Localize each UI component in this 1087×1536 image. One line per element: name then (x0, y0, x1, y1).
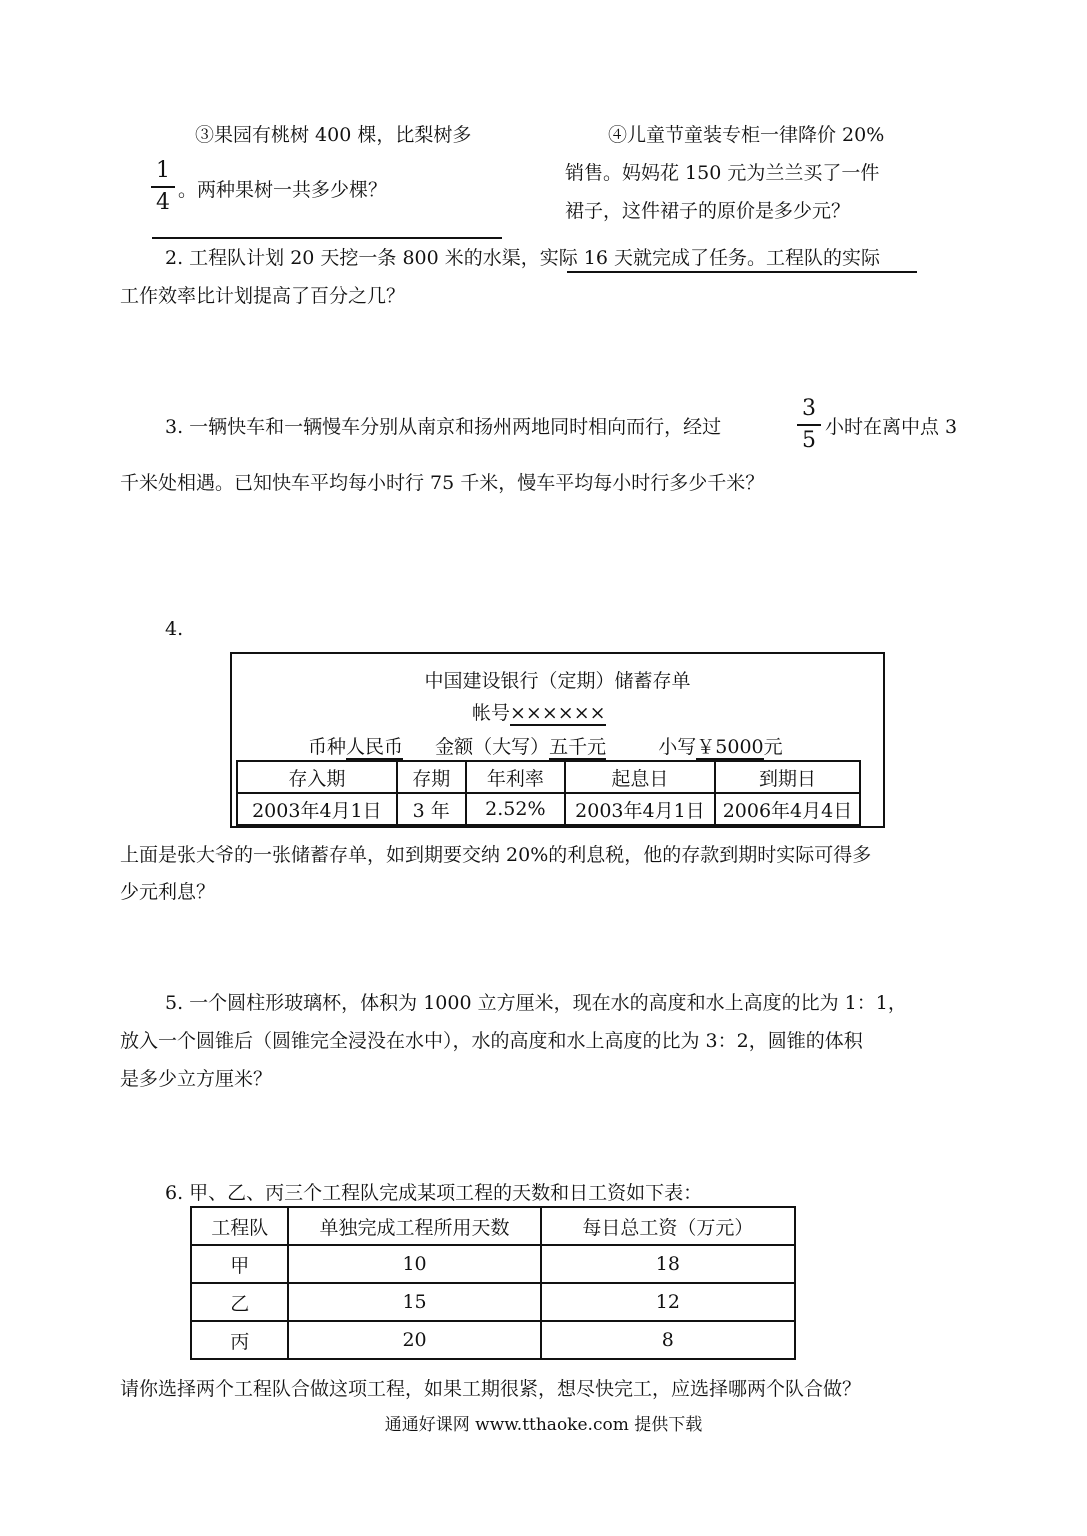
deposit-table (236, 760, 861, 826)
table-cell: 20 (288, 1321, 540, 1359)
table-cell: 15 (288, 1283, 540, 1321)
q1-sub3-fraction (151, 158, 175, 216)
table-cell: 2006年4月4日 (715, 793, 860, 825)
table-cell: 甲 (191, 1245, 288, 1283)
q1-sub3-line1: ③果园有桃树 400 棵，比梨树多 (195, 124, 472, 146)
q6-intro: 6. 甲、乙、丙三个工程队完成某项工程的天数和日工资如下表： (165, 1182, 703, 1204)
team-table (190, 1206, 796, 1360)
q3-fraction (797, 396, 821, 454)
fraction-numerator: 3 (802, 396, 816, 421)
q3-line1-a: 3. 一辆快车和一辆慢车分别从南京和扬州两地同时相向而行，经过 (165, 416, 722, 438)
table-row (191, 1321, 795, 1359)
fraction-denominator: 4 (156, 190, 170, 215)
header-cell: 单独完成工程所用天数 (288, 1207, 540, 1245)
q5-line1: 5. 一个圆柱形玻璃杯，体积为 1000 立方厘米，现在水的高度和水上高度的比为 1：1， (165, 992, 907, 1014)
currency-label: 币种 (308, 736, 347, 758)
q3-line2: 千米处相遇。已知快车平均每小时行 75 千米，慢车平均每小时行多少千米？ (120, 472, 765, 494)
table-row (237, 793, 860, 825)
small-amount-value: ￥5000 (696, 736, 764, 758)
footer-credit: 通通好课网 www.tthaoke.com 提供下载 (384, 1415, 703, 1435)
q4-question-line2: 少元利息？ (120, 881, 216, 903)
small-amount-unit: 元 (763, 736, 783, 758)
account-value: ×××××× (510, 702, 606, 724)
table-cell: 2003年4月1日 (237, 793, 397, 825)
header-cell: 年利率 (466, 761, 565, 793)
q4-label: 4. (165, 618, 184, 640)
q5-line3: 是多少立方厘米？ (120, 1068, 273, 1090)
fraction-denominator: 5 (802, 428, 816, 453)
amount-label: 金额（大写） (435, 736, 550, 758)
header-cell: 每日总工资（万元） (541, 1207, 795, 1245)
table-header-row (237, 761, 860, 793)
table-header-row (191, 1207, 795, 1245)
account-line (472, 698, 606, 725)
table-cell: 乙 (191, 1283, 288, 1321)
deposit-title: 中国建设银行（定期）储蓄存单 (424, 670, 691, 692)
q1-sub3-line2: 。两种果树一共多少棵？ (178, 179, 388, 201)
fraction-bar (151, 186, 175, 188)
table-cell: 2003年4月1日 (565, 793, 715, 825)
q3-line1-b: 小时在离中点 3 (825, 416, 958, 438)
header-cell: 到期日 (715, 761, 860, 793)
q5-line2: 放入一个圆锥后（圆锥完全浸没在水中），水的高度和水上高度的比为 3：2，圆锥的体积 (120, 1030, 863, 1052)
currency-line (308, 732, 783, 759)
table-cell: 2.52% (466, 793, 565, 825)
table-cell: 8 (541, 1321, 795, 1359)
table-cell: 3 年 (397, 793, 466, 825)
q2-line1: 2. 工程队计划 20 天挖一条 800 米的水渠，实际 16 天就完成了任务。工程队的实际 (165, 247, 881, 269)
table-cell: 丙 (191, 1321, 288, 1359)
q4-question-line1: 上面是张大爷的一张储蓄存单，如到期要交纳 20%的利息税，他的存款到期时实际可得多 (120, 844, 872, 866)
fraction-numerator: 1 (156, 158, 170, 183)
q1-sub4-line1: ④儿童节童装专柜一律降价 20% (608, 124, 885, 146)
amount-value: 五千元 (549, 736, 607, 758)
header-cell: 存期 (397, 761, 466, 793)
answer-line (152, 237, 502, 239)
q1-sub4-line2: 销售。妈妈花 150 元为兰兰买了一件 (565, 162, 880, 184)
q2-line2: 工作效率比计划提高了百分之几？ (120, 285, 406, 307)
deposit-certificate (230, 652, 885, 828)
header-cell: 起息日 (565, 761, 715, 793)
header-cell: 工程队 (191, 1207, 288, 1245)
table-cell: 18 (541, 1245, 795, 1283)
fraction-bar (797, 424, 821, 426)
table-cell: 10 (288, 1245, 540, 1283)
q1-sub4-line3: 裙子，这件裙子的原价是多少元？ (565, 200, 851, 222)
small-amount-label: 小写 (658, 736, 697, 758)
answer-line (567, 271, 917, 273)
table-row (191, 1283, 795, 1321)
account-label: 帐号 (472, 702, 511, 724)
table-row (191, 1245, 795, 1283)
currency-value: 人民币 (346, 736, 404, 758)
q6-question: 请你选择两个工程队合做这项工程，如果工期很紧，想尽快完工，应选择哪两个队合做？ (120, 1378, 862, 1400)
header-cell: 存入期 (237, 761, 397, 793)
table-cell: 12 (541, 1283, 795, 1321)
